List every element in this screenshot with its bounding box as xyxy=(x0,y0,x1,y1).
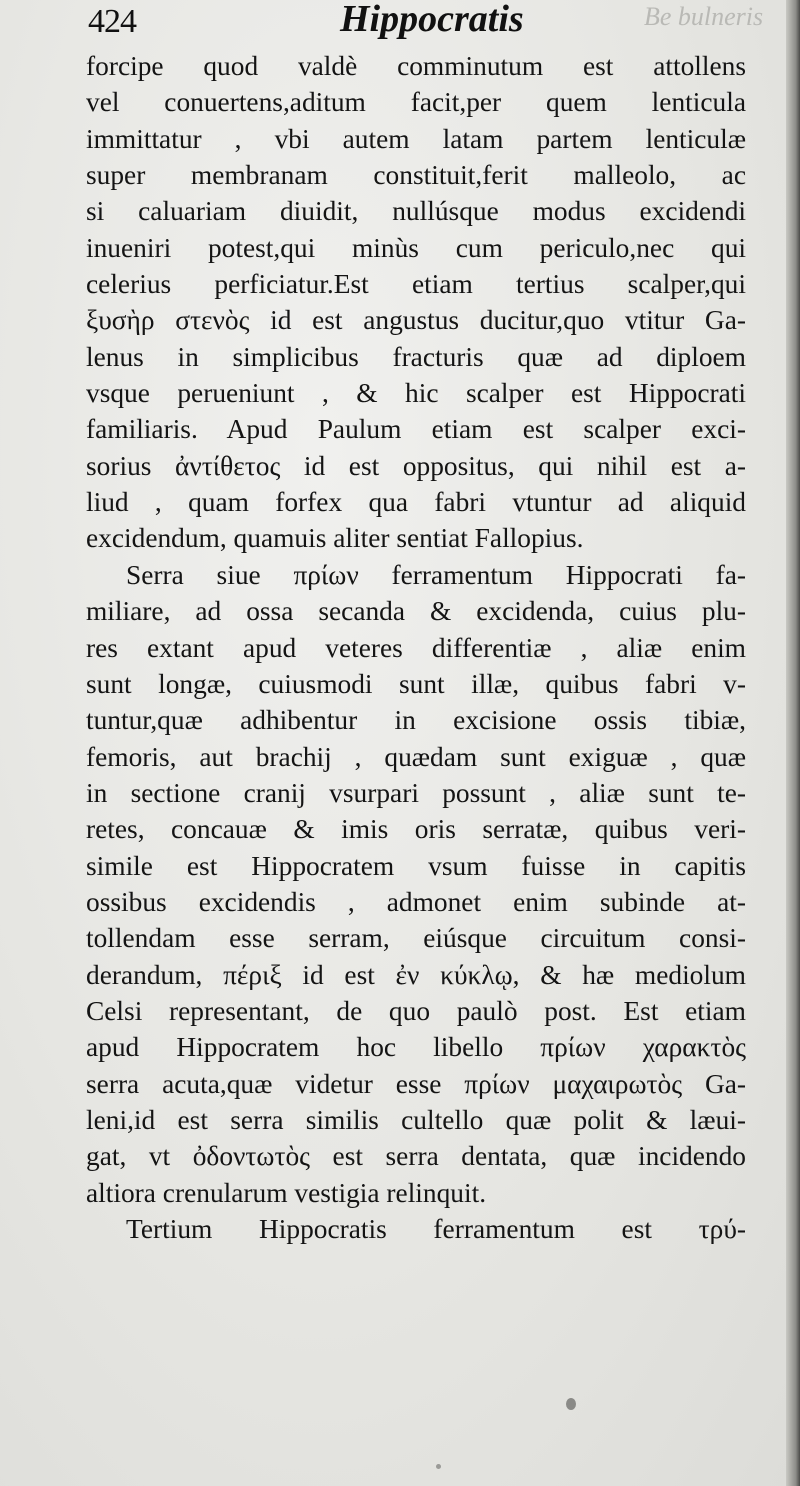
text-line: derandum, πέριξ id est ἐν κύκλῳ, & hæ mediolum xyxy=(86,959,746,990)
text-line: celerius perficiatur.Est etiam tertius scalper,qui xyxy=(86,269,746,300)
text-line: gat, vt ὀδοντωτὸς est serra dentata, quæ incidendo xyxy=(86,1141,746,1172)
text-line: res extant apud veteres differentiæ , aliæ enim xyxy=(86,632,746,663)
ink-speck xyxy=(566,1398,576,1410)
show-through-text: Be bulneris xyxy=(644,2,764,31)
text-line: immittatur , vbi autem latam partem lenticulæ xyxy=(86,123,746,154)
paragraph-first-line: Serra siue πρίων ferramentum Hippocrati fa- xyxy=(126,559,746,590)
text-line: tuntur,quæ adhibentur in excisione ossis tibiæ, xyxy=(86,705,746,736)
text-line: in sectione cranij vsurpari possunt , aliæ sunt te- xyxy=(86,777,746,808)
paragraph-first-line: Tertium Hippocratis ferramentum est τρύ- xyxy=(126,1214,746,1244)
text-line: Celsi representant, de quo paulò post. Est etiam xyxy=(86,995,746,1026)
page-edge-shadow xyxy=(786,0,800,1486)
text-line: super membranam constituit,ferit malleolo, ac xyxy=(86,160,746,191)
text-line: leni,id est serra similis cultello quæ polit & læui- xyxy=(86,1104,746,1135)
ink-speck xyxy=(436,1464,441,1469)
text-line: ossibus excidendis , admonet enim subinde at- xyxy=(86,886,746,917)
text-line: retes, concauæ & imis oris serratæ, quibus veri- xyxy=(86,814,746,845)
text-line: altiora crenularum vestigia relinquit. xyxy=(86,1177,487,1208)
running-head: Hippocratis xyxy=(340,0,524,40)
text-line: lenus in simplicibus fracturis quæ ad diploem xyxy=(86,341,746,372)
text-line: vel conuertens,aditum facit,per quem lenticula xyxy=(86,87,746,118)
text-line: liud , quam forfex qua fabri vtuntur ad aliquid xyxy=(86,487,746,518)
text-line: vsque perueniunt , & hic scalper est Hippocrati xyxy=(86,378,746,409)
page-number: 424 xyxy=(88,3,136,40)
text-line: forcipe quod valdè comminutum est attollens xyxy=(86,51,746,81)
text-line: tollendam esse serram, eiúsque circuitum consi- xyxy=(86,923,746,954)
text-line: femoris, aut brachij , quædam sunt exiguæ , quæ xyxy=(86,741,746,772)
text-line: ξυσὴρ στενὸς id est angustus ducitur,quo vtitur Ga- xyxy=(86,305,746,336)
text-line: serra acuta,quæ videtur esse πρίων μαχαιρωτὸς Ga- xyxy=(86,1068,746,1099)
text-line: si caluariam diuidit, nullúsque modus excidendi xyxy=(86,196,746,227)
text-line: excidendum, quamuis aliter sentiat Fallopius. xyxy=(86,523,584,554)
text-line: miliare, ad ossa secanda & excidenda, cuius plu- xyxy=(86,596,746,627)
page-header xyxy=(84,0,764,46)
text-line: simile est Hippocratem vsum fuisse in capitis xyxy=(86,850,746,881)
text-line: sorius ἀντίθετος id est oppositus, qui nihil est a- xyxy=(86,450,746,481)
text-line: sunt longæ, cuiusmodi sunt illæ, quibus fabri v- xyxy=(86,668,746,699)
text-line: inueniri potest,qui minùs cum periculo,nec qui xyxy=(86,232,746,263)
text-line: apud Hippocratem hoc libello πρίων χαρακτὸς xyxy=(86,1032,746,1063)
text-line: familiaris. Apud Paulum etiam est scalper exci- xyxy=(86,414,746,445)
body-text xyxy=(86,48,746,1247)
